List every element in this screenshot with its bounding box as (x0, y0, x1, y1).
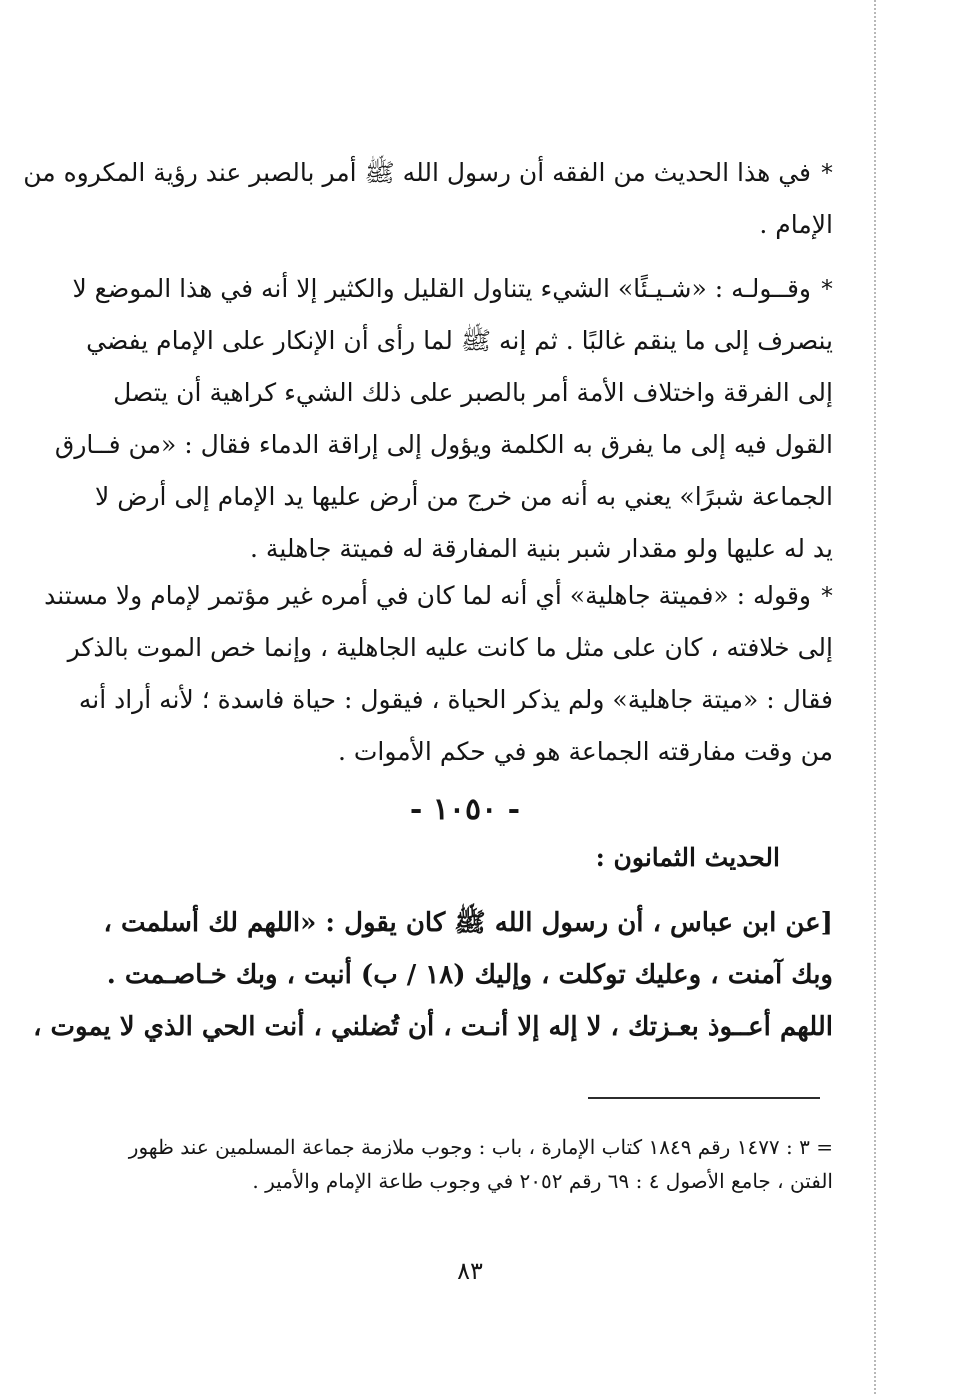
footnote-line (109, 1164, 833, 1198)
paragraph-line-text: وقوله : «فميتة جاهلية» أي أنه لما كان في أمره غير مؤتمر لإمام ولا مستند (44, 581, 811, 610)
paragraph-line-text: ينصرف إلى ما ينقم غالبًا . ثم إنه ﷺ لما رأى أن الإنكار على الإمام يفضي (86, 326, 833, 355)
footnote-line-text: = ٣ : ١٤٧٧ رقم ١٨٤٩ كتاب الإمارة ، باب : وجوب ملازمة جماعة المسلمين عند ظهور (128, 1135, 833, 1159)
paragraph-line-text: القول فيه إلى ما يفرق به الكلمة ويؤول إلى إراقة الدماء فقال : «من فــارق (54, 430, 833, 459)
hadith-heading: الحديث الثمانون : (595, 843, 780, 872)
paragraph-line (78, 674, 833, 726)
paragraph-line-text: الإمام . (759, 210, 833, 239)
paragraph-line (86, 315, 833, 367)
paragraph-line-text: في هذا الحديث من الفقه أن رسول الله ﷺ أمر بالصبر عند رؤية المكروه من (23, 158, 811, 187)
footnote-separator (588, 1097, 820, 1099)
hadith-text (33, 897, 833, 1053)
commentary-paragraph-1 (23, 147, 833, 251)
footnote-line (109, 1130, 833, 1164)
paragraph-line (67, 622, 833, 674)
paragraph-line-text: من وقت مفارقته الجماعة هو في حكم الأموات . (337, 737, 833, 766)
hadith-line (33, 1001, 833, 1053)
hadith-line-text: اللهم أعــوذ بعـزتك ، لا إله إلا أنـت ، أن تُضلني ، أنت الحي الذي لا يموت ، (33, 1012, 833, 1042)
asterisk-marker: * (821, 159, 833, 187)
paragraph-line-text: فقال : «ميتة جاهلية» ولم يذكر الحياة ، فيقول : حياة فاسدة ؛ لأنه أراد أنه (78, 685, 833, 714)
paragraph-line (54, 419, 833, 471)
hadith-reference-number: - ١٠٥٠ - (409, 792, 521, 827)
paragraph-line-text: يد له عليها ولو مقدار شبر بنية المفارقة له فميتة جاهلية . (250, 534, 833, 563)
paragraph-line (95, 471, 833, 523)
paragraph-line-text: وقــولـه : «شـيـئًا» الشيء يتناول القليل والكثير إلا أنه في هذا الموضع لا (72, 274, 811, 303)
asterisk-marker: * (821, 582, 833, 610)
paragraph-line-text: إلى الفرقة واختلاف الأمة أمر بالصبر على ذلك الشيء كراهية أن يتصل (113, 378, 833, 407)
hadith-line (106, 949, 833, 1001)
paragraph-line-text: الجماعة شبرًا» يعني به أنه من خرج من أرض عليها يد الإمام إلى أرض لا (95, 482, 833, 511)
paragraph-line (115, 726, 833, 778)
paragraph-line (23, 147, 833, 199)
paragraph-line (72, 263, 833, 315)
commentary-paragraph-2 (54, 263, 833, 575)
paragraph-line (115, 199, 833, 251)
paragraph-line (115, 367, 833, 419)
paragraph-line (44, 570, 833, 622)
page-number: ٨٣ (457, 1257, 483, 1285)
footnotes (109, 1130, 833, 1198)
asterisk-marker: * (821, 275, 833, 303)
hadith-line-text: وبك آمنت ، وعليك توكلت ، وإليك (١٨ / ب) أنبت ، وبك خـاصـمت . (106, 960, 833, 990)
binding-dotted-rule (874, 0, 876, 1394)
paragraph-line-text: إلى خلافته ، كان على مثل ما كانت عليه الجاهلية ، وإنما خص الموت بالذكر (67, 633, 833, 662)
paragraph-line (115, 523, 833, 575)
commentary-paragraph-3 (44, 570, 833, 778)
footnote-line-text: الفتن ، جامع الأصول ٤ : ٦٩ رقم ٢٠٥٢ في وجوب طاعة الإمام والأمير . (252, 1169, 833, 1193)
hadith-line-text: [عن ابن عباس ، أن رسول الله ﷺ كان يقول : «اللهم لك أسلمت ، (103, 908, 833, 938)
hadith-line (103, 897, 833, 949)
